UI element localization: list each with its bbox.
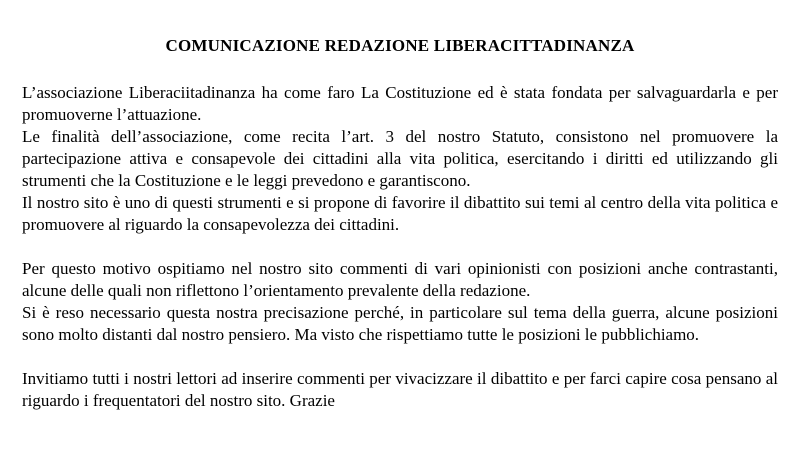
paragraph-association-mission: L’associazione Liberaciitadinanza ha come faro La Costituzione ed è stata fondata per salvaguardarla e per promuoverne l’attuazione. [22, 83, 778, 124]
paragraph-group-editorial-position [22, 258, 778, 346]
paragraph-site-purpose: Il nostro sito è uno di questi strumenti e si propone di favorire il dibattito sui temi al centro della vita politica e promuovere al riguardo la consapevolezza dei cittadini. [22, 193, 778, 234]
paragraph-opinions-hosted: Per questo motivo ospitiamo nel nostro sito commenti di vari opinionisti con posizioni anche contrastanti, alcune delle quali non riflettono l’orientamento prevalente della redazione. [22, 259, 778, 300]
paragraph-group-invitation [22, 368, 778, 412]
document-title: COMUNICAZIONE REDAZIONE LIBERACITTADINANZA [165, 36, 635, 55]
paragraph-statute-goals: Le finalità dell’associazione, come recita l’art. 3 del nostro Statuto, consistono nel promuovere la partecipazione attiva e consapevole dei cittadini alla vita politica, esercitando i diritti ed utilizzando gli strumenti che la Costituzione e le leggi prevedono e garantiscono. [22, 127, 778, 190]
paragraph-clarification: Si è reso necessario questa nostra precisazione perché, in particolare sul tema della guerra, alcune posizioni sono molto distanti dal nostro pensiero. Ma visto che rispettiamo tutte le posizioni le pubblichiamo. [22, 303, 778, 344]
paragraph-reader-invitation: Invitiamo tutti i nostri lettori ad inserire commenti per vivacizzare il dibattito e per farci capire cosa pensano al riguardo i frequentatori del nostro sito. Grazie [22, 369, 778, 410]
paragraph-group-intro [22, 82, 778, 236]
